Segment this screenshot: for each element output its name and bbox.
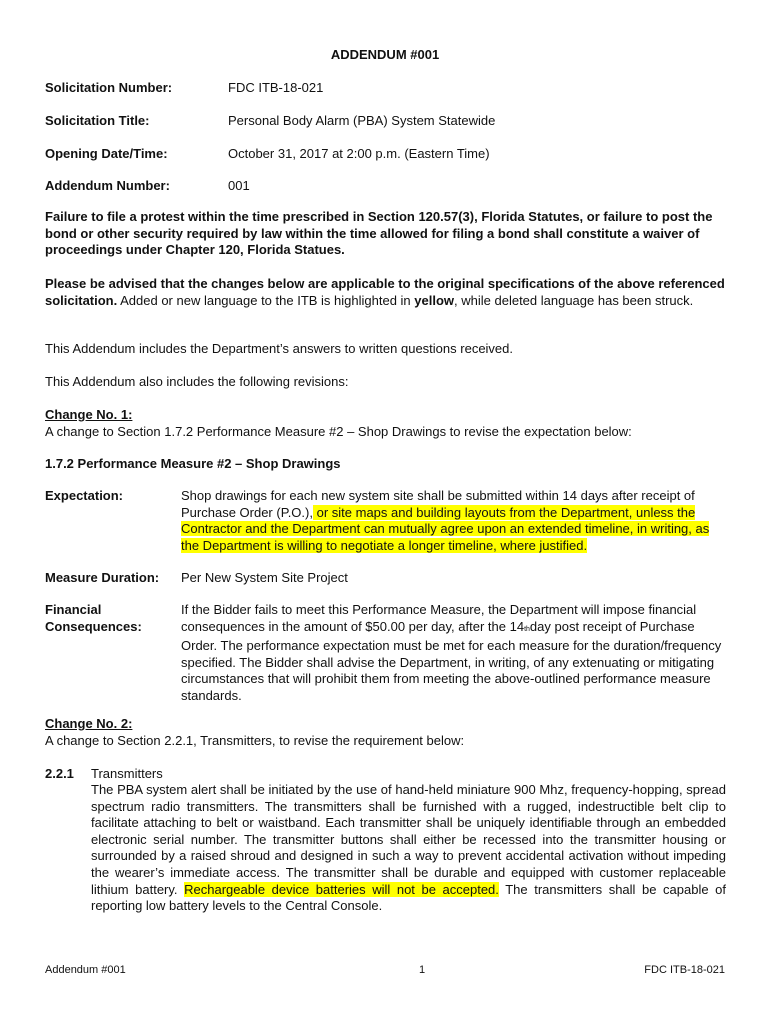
advisory-paragraph [45,276,728,309]
change1-section-title: 1.7.2 Performance Measure #2 – Shop Drawings [45,456,341,471]
advisory-text: , while deleted language has been struck. [454,292,694,308]
transmitters-text: The PBA system alert shall be initiated by the use of hand-held miniature 900 Mhz, frequency-hopping, spread spectrum radio transmitters. The transmitters shall be furnished with a rugged, indestructible belt clip to facilitate attaching to belt or waistband. Each transmitter shall be uniquely identifiable through an embedded electronic serial number. The transmitter buttons shall either be recessed into the transmitter housing or surrounded by a raised shroud and designed in such a way to prevent accidental activation without impeding the wearer’s immediate access. The transmitter shall be durable and equipped with customer replaceable lithium battery. [91,782,726,897]
change1-heading: Change No. 1: [45,407,133,422]
expectation-label: Expectation: [45,488,124,503]
duration-label: Measure Duration: [45,570,160,585]
change2-heading: Change No. 2: [45,716,133,731]
expectation-added-highlight: or site maps and building layouts from the Department, unless the Contractor and the Department can mutually agree upon an extended timeline, in writing, as the Department is willing to negotiate a longer timeline, where justified. [181,504,710,553]
info-value: October 31, 2017 at 2:00 p.m. (Eastern Time) [228,146,490,161]
info-label: Solicitation Number: [45,80,173,95]
financial-label-line2: Consequences: [45,618,142,634]
info-value: 001 [228,178,250,193]
transmitters-body [91,782,726,915]
advisory-bold: Please be advised that the changes below are applicable to the original specifications of the above referenced solicitation. [45,276,725,308]
expectation-text [181,488,727,554]
footer-left: Addendum #001 [45,964,126,976]
page-title: ADDENDUM #001 [330,47,440,62]
footer-page-number: 1 [419,964,426,976]
transmitters-text: The transmitters shall be capable of reporting low battery levels to the Central Console. [91,881,726,914]
advisory-yellow: yellow [414,292,455,308]
transmitters-added-highlight: Rechargeable device batteries will not be accepted. [184,881,499,897]
info-value: FDC ITB-18-021 [228,80,324,95]
answers-paragraph: This Addendum includes the Department’s answers to written questions received. [45,341,514,356]
info-label: Opening Date/Time: [45,146,168,161]
info-label: Solicitation Title: [45,113,150,128]
superscript-th: th [524,625,530,633]
duration-value: Per New System Site Project [181,570,348,585]
financial-label-line1: Financial [45,602,102,617]
protest-notice: Failure to file a protest within the time prescribed in Section 120.57(3), Florida Statutes, or failure to post the bond or other security required by law within the time allowed for filing a bond shall constitute a waiver of proceedings under Chapter 120, Florida Statues. [45,209,713,258]
info-label: Addendum Number: [45,178,170,193]
change2-description: A change to Section 2.2.1, Transmitters, to revise the requirement below: [45,733,465,748]
footer-right: FDC ITB-18-021 [644,964,725,976]
financial-text-part: If the Bidder fails to meet this Performance Measure, the Department will impose financial consequences in the amount of $50.00 per day, after the 14 [181,602,697,634]
financial-text-part: day post receipt of Purchase Order. The performance expectation must be met for each measure for the duration/frequency specified. The Bidder shall advise the Department, in writing, of any extenuating or mitigating circumstances that will prohibit them from meeting the above-outlined performance measure standards. [181,618,722,703]
financial-text [181,602,729,705]
section-title: Transmitters [91,766,163,781]
expectation-original: Shop drawings for each new system site shall be submitted within 14 days after receipt of Purchase Order (P.O.), [181,488,695,520]
advisory-text: Added or new language to the ITB is highlighted in [117,292,415,308]
change1-description: A change to Section 1.7.2 Performance Measure #2 – Shop Drawings to revise the expectation below: [45,424,632,439]
info-value: Personal Body Alarm (PBA) System Statewide [228,113,496,128]
revisions-paragraph: This Addendum also includes the following revisions: [45,374,349,389]
section-number: 2.2.1 [45,766,74,781]
financial-label [45,602,142,635]
